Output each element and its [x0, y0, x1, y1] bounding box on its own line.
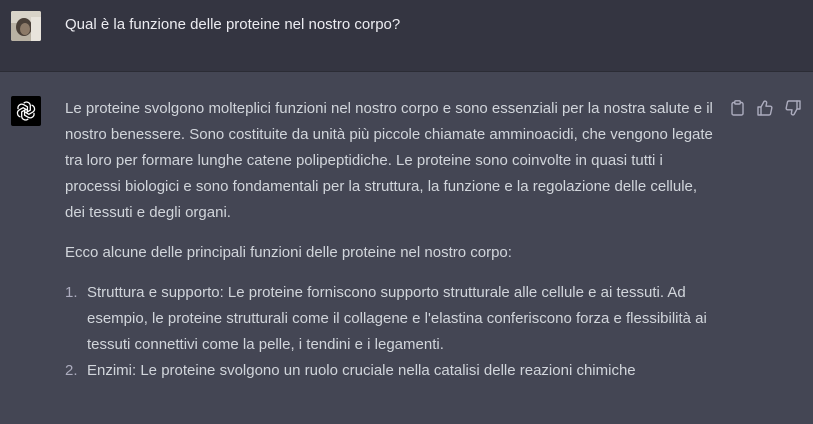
list-item-text: Struttura e supporto: Le proteine forniscono supporto strutturale alle cellule e ai tessuti. Ad esempio, le proteine strutturali come il collagene e l'elastina conferiscono forza e flessibilità ai tessuti connettivi come la pelle, i tendini e i legamenti. [87, 284, 707, 353]
functions-list [65, 280, 720, 384]
user-message-text: Qual è la funzione delle proteine nel nostro corpo? [65, 16, 401, 33]
thumbs-up-icon [757, 100, 773, 116]
assistant-paragraph: Ecco alcune delle principali funzioni delle proteine nel nostro corpo: [65, 244, 512, 261]
openai-logo-icon [15, 100, 37, 122]
thumbs-down-button[interactable] [784, 99, 802, 117]
list-item-number: 2. [65, 362, 78, 379]
user-message-row [0, 0, 813, 72]
assistant-paragraph: Le proteine svolgono molteplici funzioni nel nostro corpo e sono essenziali per la nostra salute e il nostro benessere. Sono costituite da unità più piccole chiamate amminoacidi, che vengono legate tra loro per formare lunghe catene polipeptidiche. Le proteine sono coinvolte in quasi tutti i processi biologici e sono fondamentali per la struttura, la funzione e la regolazione delle cellule, dei tessuti e degli organi. [65, 100, 713, 221]
thumbs-up-button[interactable] [756, 99, 774, 117]
list-item-number: 1. [65, 284, 78, 301]
list-item-text: Enzimi: Le proteine svolgono un ruolo cruciale nella catalisi delle reazioni chimiche [87, 362, 636, 379]
assistant-avatar [11, 96, 41, 126]
thumbs-down-icon [785, 100, 801, 116]
user-avatar [11, 11, 41, 41]
copy-button[interactable] [728, 99, 746, 117]
message-actions [728, 98, 802, 118]
clipboard-icon [730, 100, 745, 116]
assistant-message-content [65, 96, 720, 384]
list-item [65, 358, 720, 384]
assistant-message-row [0, 72, 813, 424]
list-item [65, 280, 720, 358]
